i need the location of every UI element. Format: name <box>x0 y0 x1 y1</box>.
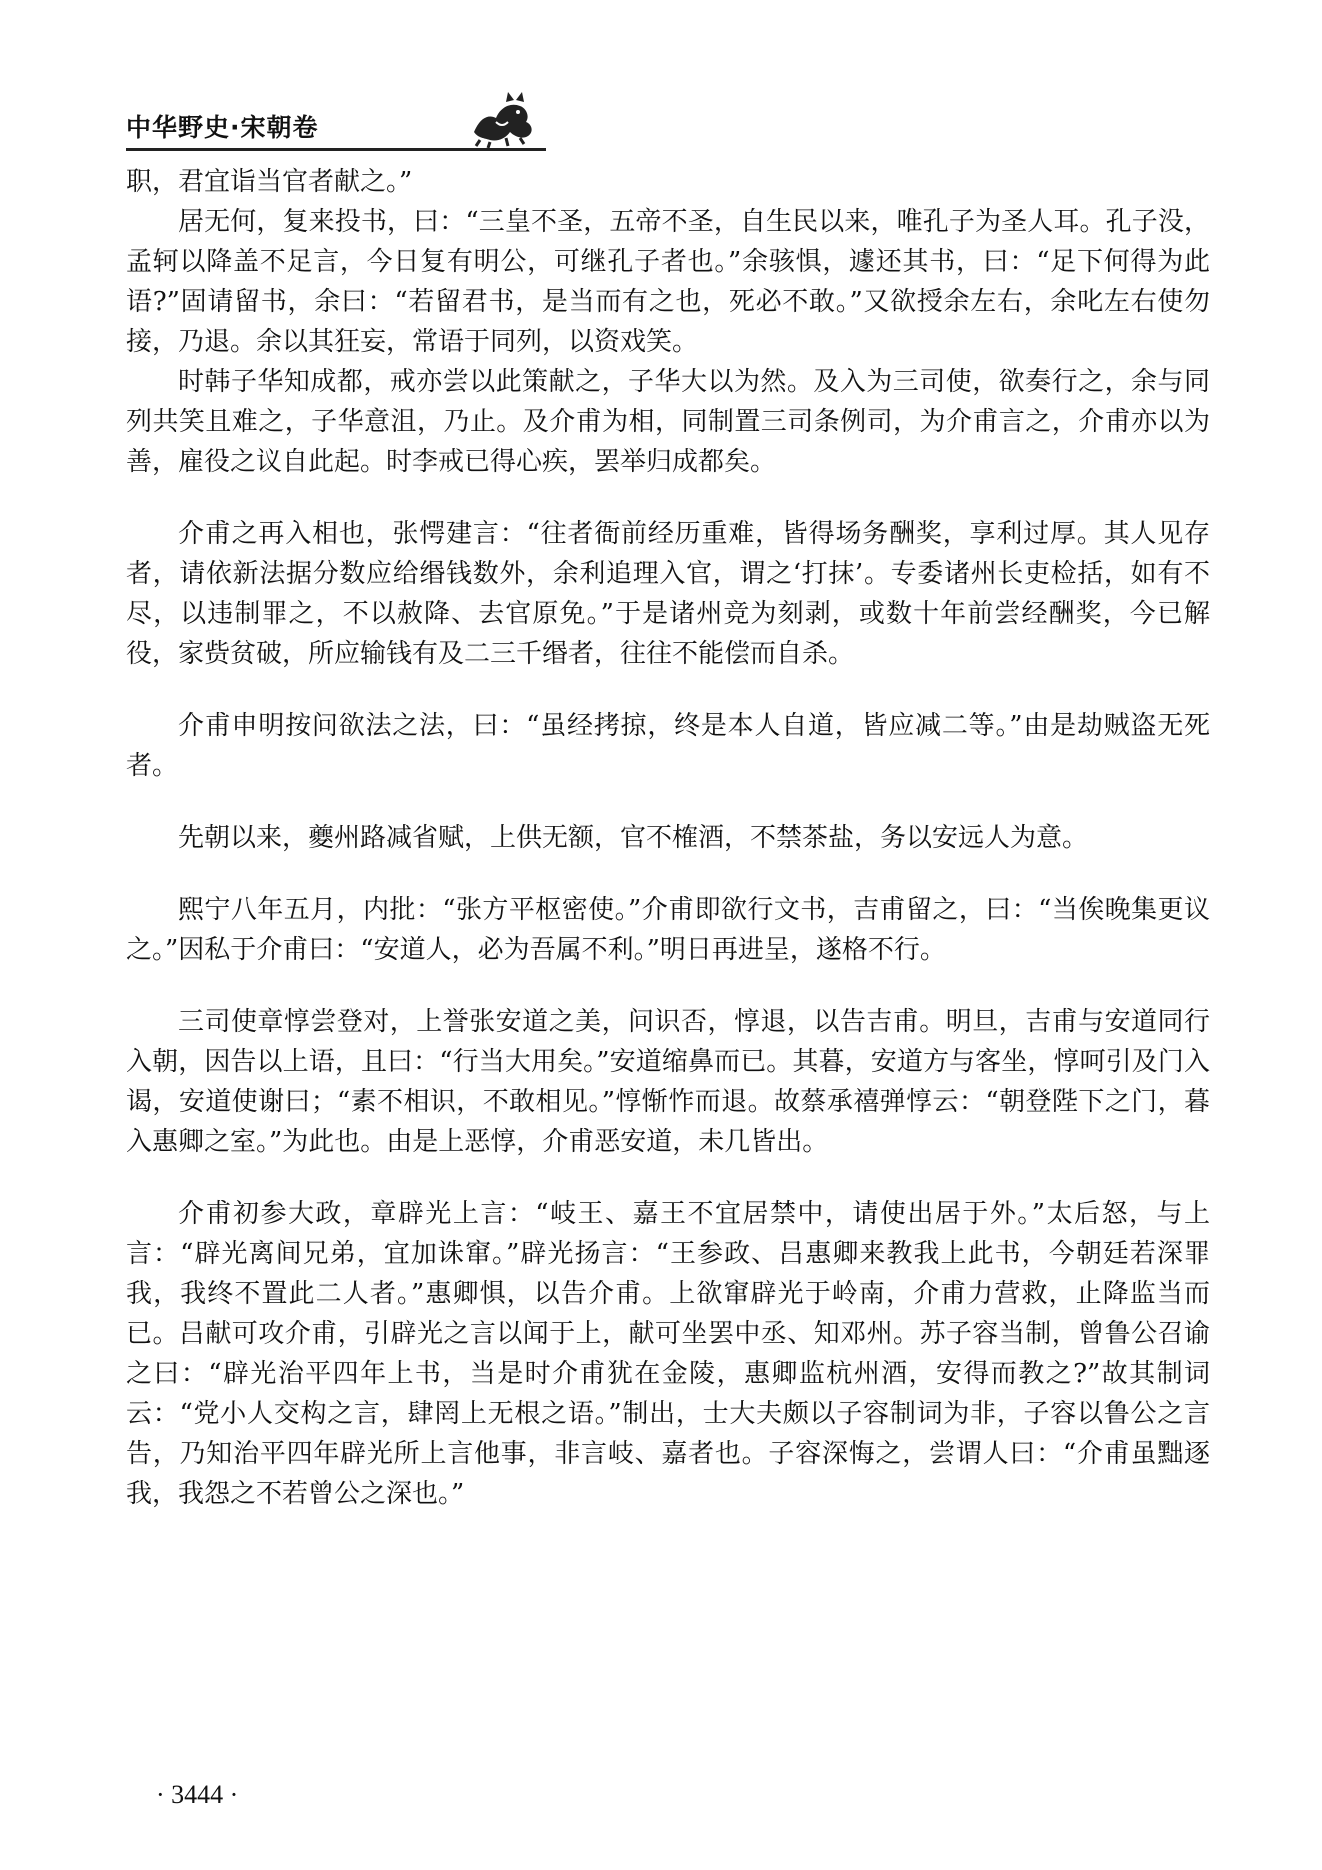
paragraph: 介甫初参大政，章辟光上言：“岐王、嘉王不宜居禁中，请使出居于外。”太后怒，与上言：“辟光离间兄弟，宜加诛窜。”辟光扬言：“王参政、吕惠卿来教我上此书，今朝廷若深罪我，我终不置此二人者。”惠卿惧，以告介甫。上欲窜辟光于岭南，介甫力营救，止降监当而已。吕献可攻介甫，引辟光之言以闻于上，献可坐罢中丞、知邓州。苏子容当制，曾鲁公召谕之曰：“辟光治平四年上书，当是时介甫犹在金陵，惠卿监杭州酒，安得而教之?”故其制词云：“党小人交构之言，肆罔上无根之语。”制出，士大夫颇以子容制词为非，子容以鲁公之言告，乃知治平四年辟光所上言他事，非言岐、嘉者也。子容深悔之，尝谓人曰：“介甫虽黜逐我，我怨之不若曾公之深也。” <box>126 1199 1210 1509</box>
paragraph: 介甫之再入相也，张愕建言：“往者衙前经历重难，皆得场务酬奖，享利过厚。其人见存者，请依新法据分数应给缗钱数外，余利追理入官，谓之‘打抹’。专委诸州长吏检括，如有不尽，以违制罪之，不以赦降、去官原免。”于是诸州竞为刻剥，或数十年前尝经酬奖，今已解役，家赀贫破，所应输钱有及二三千缗者，往往不能偿而自杀。 <box>126 519 1210 669</box>
paragraph: 三司使章惇尝登对，上誉张安道之美，问识否，惇退，以告吉甫。明旦，吉甫与安道同行入朝，因告以上语，且曰：“行当大用矣。”安道缩鼻而已。其暮，安道方与客坐，惇呵引及门入谒，安道使谢曰；“素不相识，不敢相见。”惇惭怍而退。故蔡承禧弹惇云：“朝登陛下之门，暮入惠卿之室。”为此也。由是上恶惇，介甫恶安道，未几皆出。 <box>126 1007 1210 1157</box>
text-body <box>126 162 1210 1514</box>
running-header <box>126 100 546 150</box>
header-rule <box>126 148 546 151</box>
paragraph: 介甫申明按问欲法之法，曰：“虽经拷掠，终是本人自道，皆应减二等。”由是劫贼盗无死者。 <box>126 711 1210 781</box>
paragraph: 先朝以来，夔州路减省赋，上供无额，官不榷酒，不禁茶盐，务以安远人为意。 <box>178 823 1089 853</box>
paragraph: 居无何，复来投书，曰：“三皇不圣，五帝不圣，自生民以来，唯孔子为圣人耳。孔子没，孟轲以降盖不足言，今日复有明公，可继孔子者也。”余骇惧，遽还其书，曰：“足下何得为此语?”固请留书，余曰：“若留君书，是当而有之也，死必不敢。”又欲授余左右，余叱左右使勿接，乃退。余以其狂妄，常语于同列，以资戏笑。 <box>126 207 1210 357</box>
paragraph: 时韩子华知成都，戒亦尝以此策献之，子华大以为然。及入为三司使，欲奏行之，余与同列共笑且难之，子华意沮，乃止。及介甫为相，同制置三司条例司，为介甫言之，介甫亦以为善，雇役之议自此起。时李戒已得心疾，罢举归成都矣。 <box>126 367 1210 477</box>
book-title: 中华野史·宋朝卷 <box>126 113 319 142</box>
dragon-emblem-icon <box>466 88 538 148</box>
page-number: · 3444 · <box>156 1780 239 1809</box>
paragraph: 职，君宜诣当官者献之。” <box>126 167 413 197</box>
paragraph: 熙宁八年五月，内批：“张方平枢密使。”介甫即欲行文书，吉甫留之，曰：“当俟晚集更议之。”因私于介甫曰：“安道人，必为吾属不利。”明日再进呈，遂格不行。 <box>126 895 1210 965</box>
